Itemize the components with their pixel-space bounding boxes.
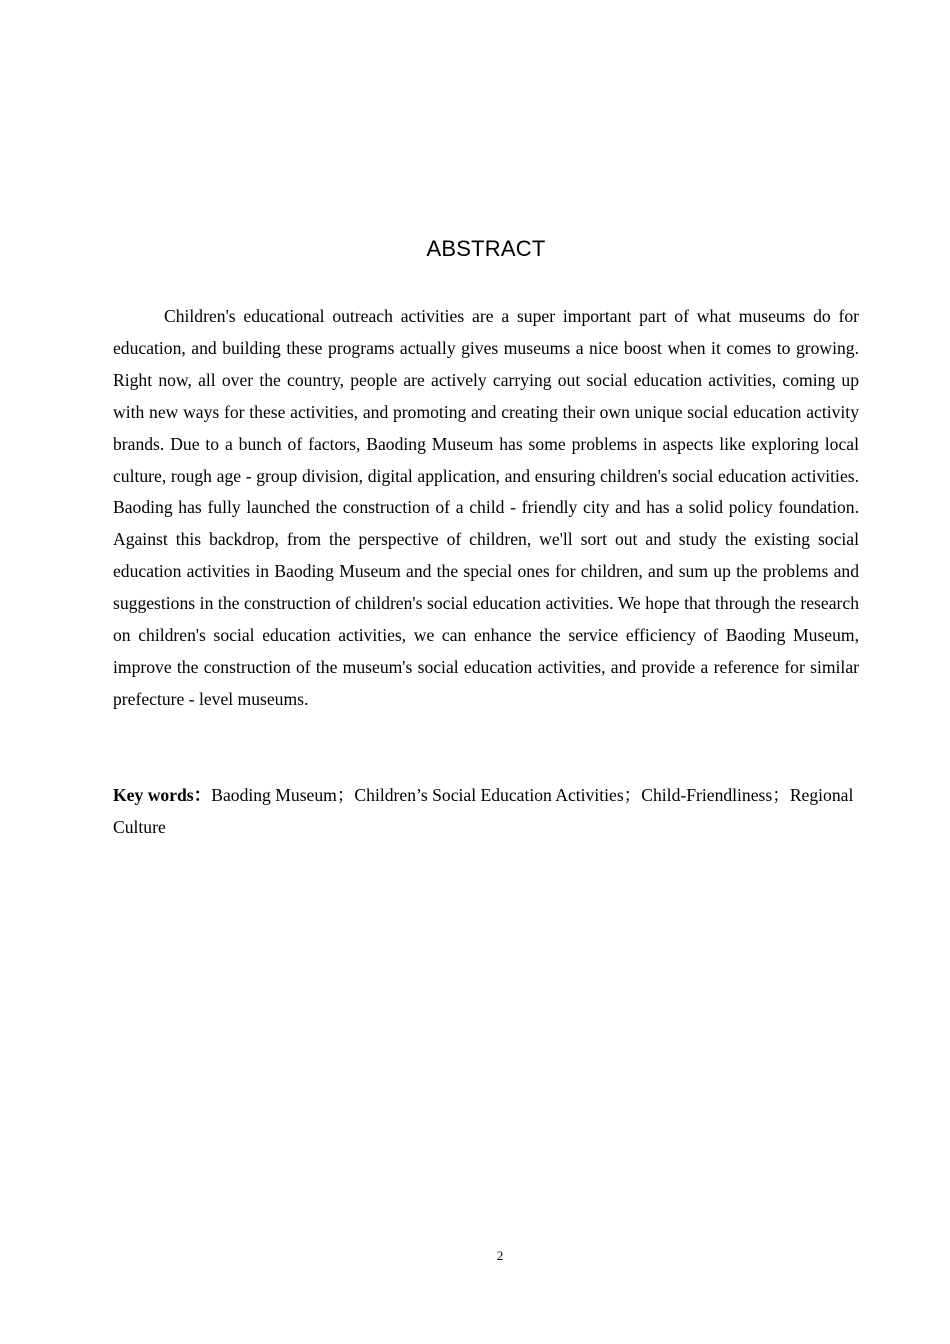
keywords-text: Baoding Museum；Children’s Social Education Activities；Child-Friendliness；Regional Culture (113, 785, 854, 837)
abstract-title: ABSTRACT (426, 236, 546, 261)
abstract-paragraph: Children's educational outreach activities are a super important part of what museums do for education, and building these programs actually gives museums a nice boost when it comes to growing. Right now, all over the country, people are actively carrying out social education activities, coming up with new ways for these activities, and promoting and creating their own unique social education activity brands. Due to a bunch of factors, Baoding Museum has some problems in aspects like exploring local culture, rough age - group division, digital application, and ensuring children's social education activities. Baoding has fully launched the construction of a child - friendly city and has a solid policy foundation. Against this backdrop, from the perspective of children, we'll sort out and study the existing social education activities in Baoding Museum and the special ones for children, and sum up the problems and suggestions in the construction of children's social education activities. We hope that through the research on children's social education activities, we can enhance the service efficiency of Baoding Museum, improve the construction of the museum's social education activities, and provide a reference for similar prefecture - level museums. (113, 306, 859, 709)
keywords-label: Key words： (113, 785, 212, 805)
page-number: 2 (496, 1248, 504, 1263)
keywords-line (113, 780, 859, 844)
